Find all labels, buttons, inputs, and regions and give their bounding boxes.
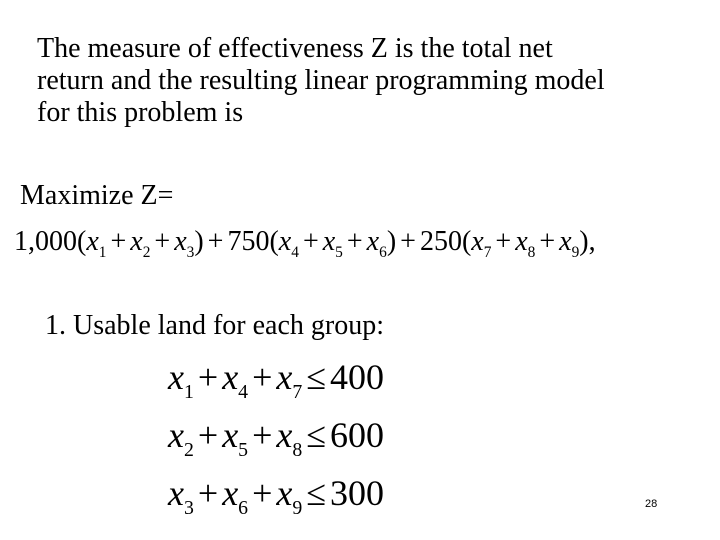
- subscript: 4: [238, 380, 249, 403]
- objective-function: [14, 226, 596, 261]
- plus-sign: +: [400, 226, 416, 257]
- plus-sign: +: [197, 357, 219, 397]
- objective-coefficient: 250: [419, 226, 462, 257]
- plus-sign: +: [207, 226, 224, 257]
- subscript: 6: [238, 496, 249, 519]
- variable: x: [168, 473, 184, 513]
- less-equal-sign: ≤: [306, 415, 327, 455]
- variable: x: [168, 415, 184, 455]
- close-paren: ): [386, 226, 397, 257]
- open-paren: (: [461, 226, 472, 257]
- variable: x: [86, 226, 99, 257]
- variable: x: [471, 226, 484, 257]
- plus-sign: +: [252, 357, 273, 397]
- subscript: 1: [183, 380, 194, 403]
- constraint-rhs: 600: [330, 415, 385, 455]
- objective-coefficient: 1,000: [14, 226, 77, 257]
- subscript: 3: [183, 496, 194, 519]
- subscript: 8: [527, 243, 536, 261]
- intro-line: return and the resulting linear programming model: [37, 65, 605, 96]
- plus-sign: +: [197, 415, 219, 455]
- subscript: 6: [379, 243, 387, 261]
- open-paren: (: [269, 226, 279, 257]
- subscript: 5: [238, 438, 249, 461]
- constraint-rhs: 400: [330, 357, 385, 397]
- subscript: 2: [142, 243, 151, 261]
- variable: x: [278, 226, 292, 257]
- maximize-label: Maximize Z=: [20, 180, 174, 211]
- subscript: 9: [571, 243, 580, 261]
- variable: x: [322, 226, 336, 257]
- variable: x: [515, 226, 528, 257]
- variable: x: [222, 415, 239, 455]
- constraint-list: [168, 355, 384, 529]
- page-number: 28: [645, 498, 658, 510]
- less-equal-sign: ≤: [306, 357, 327, 397]
- plus-sign: +: [197, 473, 219, 513]
- variable: x: [222, 473, 239, 513]
- variable: x: [130, 226, 143, 257]
- plus-sign: +: [495, 226, 512, 257]
- plus-sign: +: [252, 473, 273, 513]
- subscript: 5: [335, 243, 343, 261]
- variable: x: [222, 357, 239, 397]
- subscript: 7: [483, 243, 492, 261]
- constraint-row: [168, 471, 384, 529]
- subscript: 7: [292, 380, 303, 403]
- close-paren: ): [579, 226, 589, 257]
- variable: x: [276, 357, 293, 397]
- variable: x: [276, 473, 293, 513]
- intro-line: for this problem is: [37, 97, 244, 128]
- plus-sign: +: [154, 226, 171, 257]
- subscript: 3: [186, 243, 195, 261]
- subscript: 9: [292, 496, 303, 519]
- subscript: 8: [292, 438, 303, 461]
- trailing-comma: ,: [588, 226, 596, 257]
- variable: x: [168, 357, 184, 397]
- constraint-rhs: 300: [330, 473, 385, 513]
- variable: x: [174, 226, 187, 257]
- plus-sign: +: [252, 415, 273, 455]
- constraint-row: [168, 355, 384, 413]
- less-equal-sign: ≤: [306, 473, 327, 513]
- open-paren: (: [77, 226, 87, 257]
- subscript: 4: [291, 243, 299, 261]
- constraint-heading: 1. Usable land for each group:: [45, 310, 384, 341]
- close-paren: ): [194, 226, 204, 257]
- variable: x: [559, 226, 572, 257]
- variable: x: [366, 226, 380, 257]
- subscript: 1: [98, 243, 107, 261]
- plus-sign: +: [110, 226, 127, 257]
- objective-coefficient: 750: [227, 226, 270, 257]
- plus-sign: +: [346, 226, 363, 257]
- intro-paragraph: [37, 33, 707, 129]
- plus-sign: +: [302, 226, 319, 257]
- subscript: 2: [183, 438, 194, 461]
- variable: x: [276, 415, 293, 455]
- constraint-row: [168, 413, 384, 471]
- intro-line: The measure of effectiveness Z is the total net: [37, 33, 553, 64]
- plus-sign: +: [539, 226, 556, 257]
